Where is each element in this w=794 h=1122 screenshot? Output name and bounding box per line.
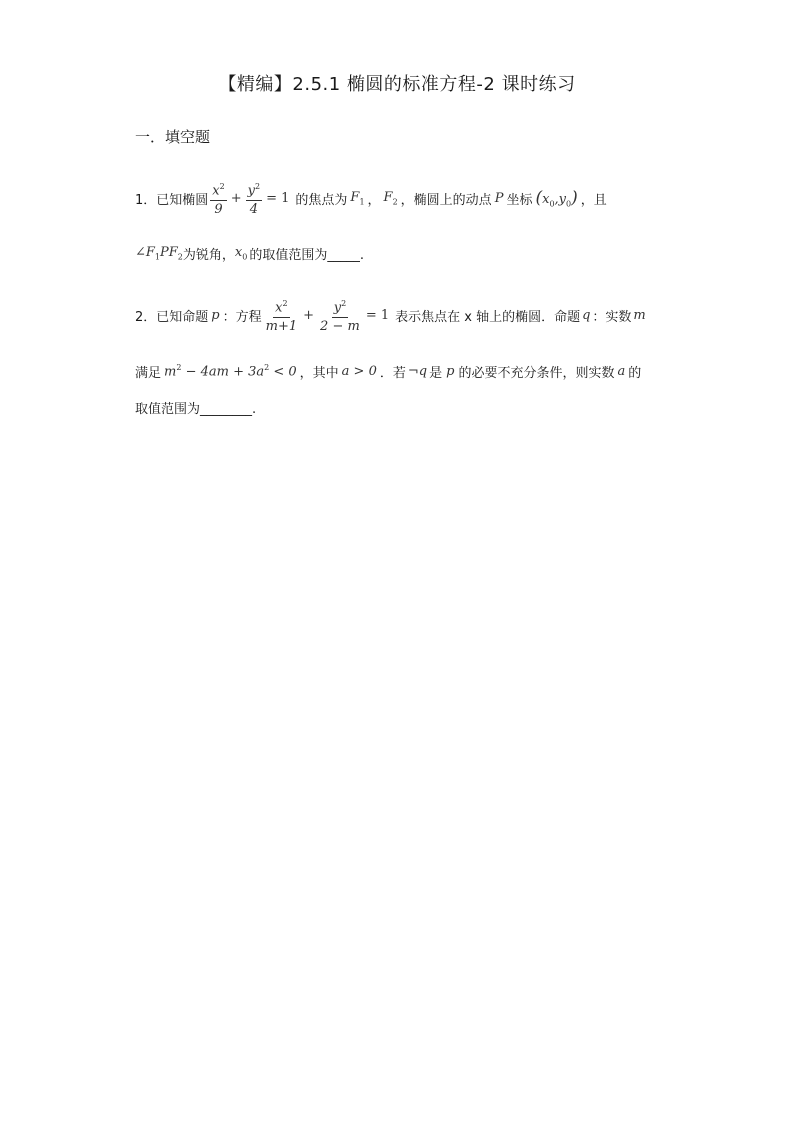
focus-f1: $F_1$ <box>350 190 365 207</box>
question-text: 的取值范围为_____. <box>249 248 364 263</box>
plus-sign: + <box>230 191 242 207</box>
variable-a: a <box>617 364 626 379</box>
proposition-p: p <box>446 364 455 379</box>
question-text: 取值范围为________. <box>135 402 257 417</box>
question-text: 表示焦点在 x 轴上的椭圆．命题 <box>395 310 581 326</box>
proposition-q: q <box>582 308 591 324</box>
question-text: 是 <box>429 366 443 381</box>
comma: ， <box>367 193 381 209</box>
question-text: 已知命题 <box>156 310 209 326</box>
inequality-expression: $m^2 - 4am + 3a^2 < 0$ <box>164 363 297 380</box>
fraction-y2-over-2-minus-m: $\frac{y^2}{2 - m}$ <box>320 299 360 335</box>
angle-f1pf2: $\angle F_1PF_2$ <box>135 245 183 262</box>
question-text: 的焦点为 <box>295 193 348 209</box>
question-text: ，椭圆上的动点 <box>400 193 492 209</box>
question-text: ：方程 <box>222 310 262 326</box>
question-text: 为锐角， <box>182 248 235 263</box>
question-text: ：实数 <box>592 310 632 326</box>
question-text: ，且 <box>580 193 607 209</box>
question-text: 的必要不充分条件，则实数 <box>458 366 615 381</box>
document-title: 【精编】2.5.1 椭圆的标准方程-2 课时练习 <box>218 74 576 95</box>
question-text: 满足 <box>135 366 162 381</box>
point-p: P <box>494 191 504 207</box>
fraction-x2-over-9: $\frac{x^2}{9}$ <box>212 182 225 218</box>
question-text: 的 <box>628 366 642 381</box>
question-1-line-2 <box>135 244 364 263</box>
condition-a-positive: a > 0 <box>341 364 377 379</box>
question-text: ，其中 <box>299 366 339 381</box>
question-1-line-1 <box>135 180 607 217</box>
variable-m: m <box>633 308 646 324</box>
fraction-y2-over-4: $\frac{y^2}{4}$ <box>247 182 261 218</box>
question-number: 1． <box>135 193 157 209</box>
proposition-p: p <box>211 308 220 324</box>
question-text: ．若 <box>379 366 406 381</box>
not-q: ¬q <box>407 364 428 379</box>
variable-x0: $x_0$ <box>234 245 248 262</box>
question-text: 已知椭圆 <box>156 193 209 209</box>
fraction-x2-over-m-plus-1: $\frac{x^2}{m+1}$ <box>265 299 298 335</box>
question-2-line-2 <box>135 362 641 381</box>
question-2-line-1 <box>135 297 646 334</box>
equals-one: = 1 <box>365 308 390 324</box>
plus-sign: + <box>303 308 315 324</box>
section-heading: 一．填空题 <box>135 128 211 146</box>
question-text: 坐标 <box>506 193 533 209</box>
question-2-line-3 <box>135 398 256 417</box>
coordinate-x0-y0: $(x_0,y_0)$ <box>535 188 578 209</box>
equals-one: = 1 <box>266 191 290 207</box>
focus-f2: $F_2$ <box>383 190 398 207</box>
question-number: 2． <box>135 310 157 326</box>
